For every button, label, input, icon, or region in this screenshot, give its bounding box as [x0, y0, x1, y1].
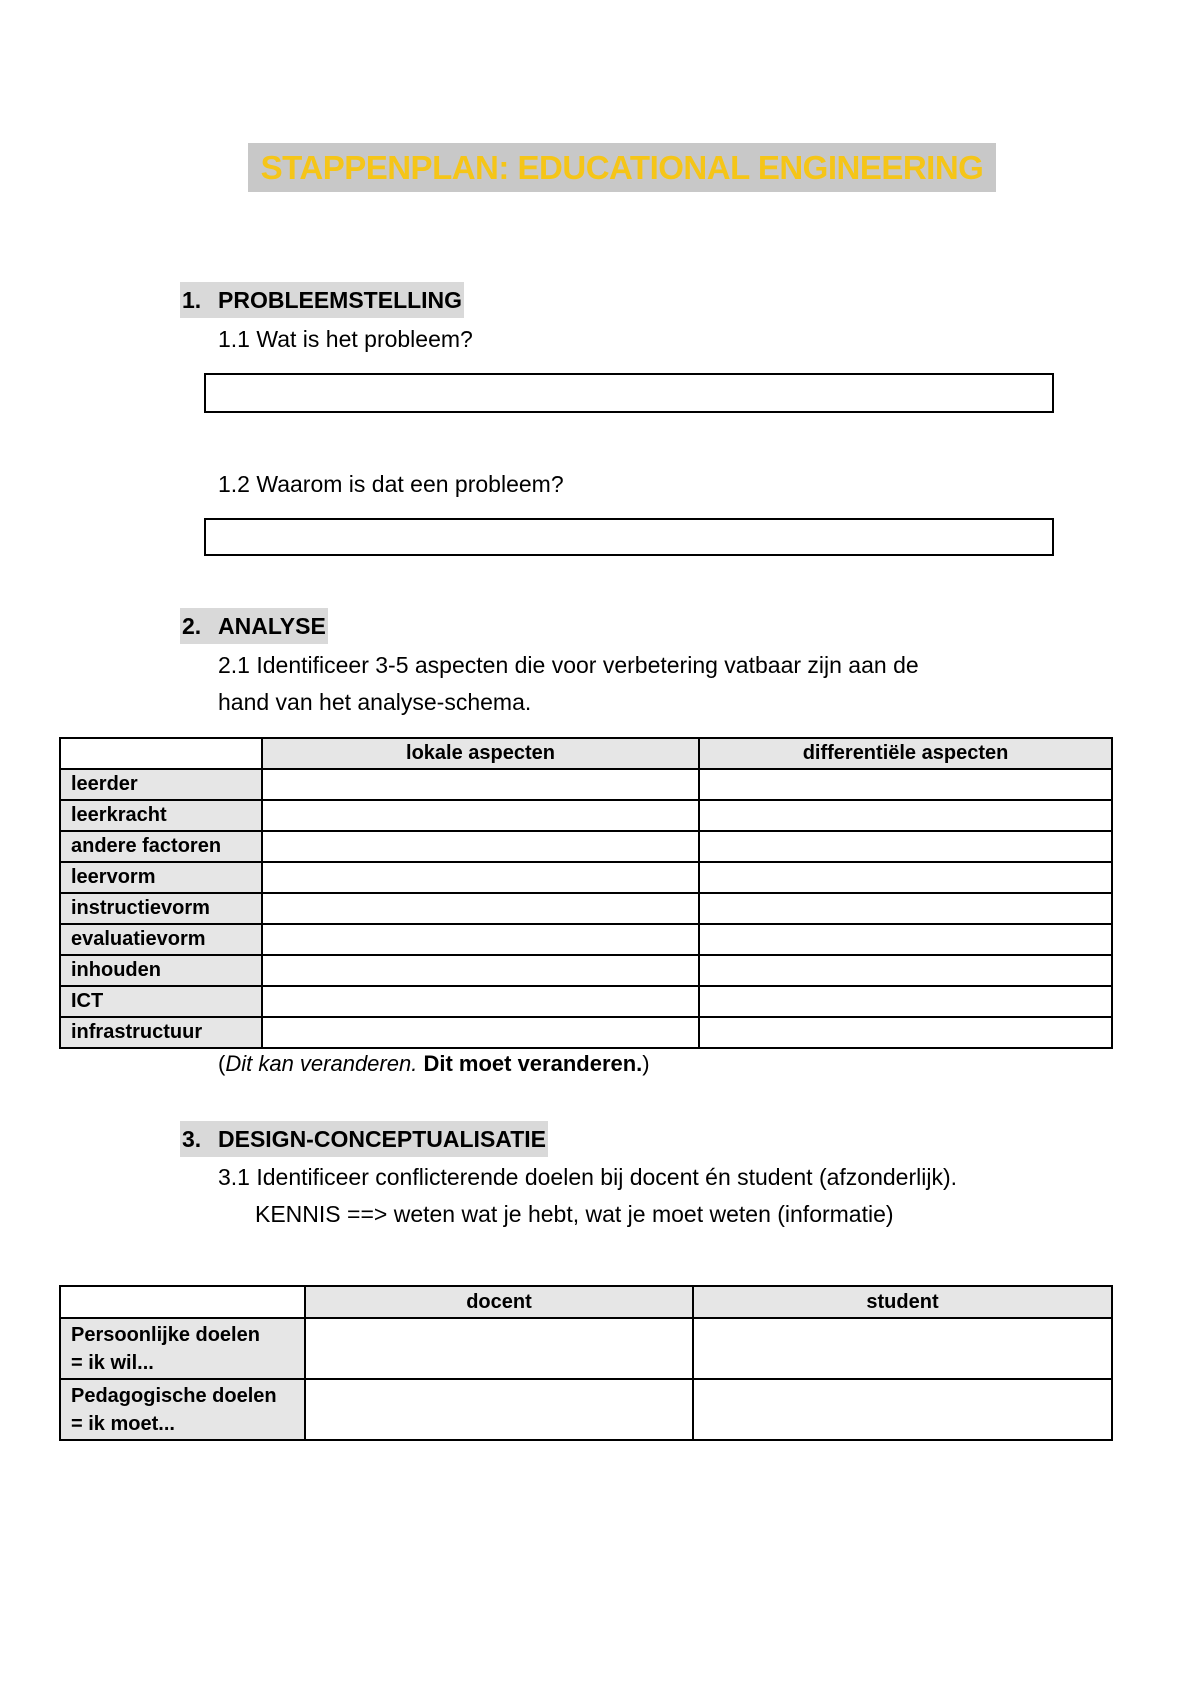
table-row	[60, 769, 1112, 800]
row-label: leerder	[60, 769, 262, 800]
analysis-header-blank	[60, 738, 262, 769]
section-2-number: 2.	[182, 613, 202, 639]
answer-field-1-1[interactable]	[204, 373, 1054, 413]
table-row	[60, 862, 1112, 893]
cell-student[interactable]	[693, 1318, 1112, 1379]
cell-local[interactable]	[262, 769, 699, 800]
goals-header-teacher: docent	[305, 1286, 693, 1318]
section-3-title: DESIGN-CONCEPTUALISATIE	[218, 1126, 546, 1152]
row-label: evaluatievorm	[60, 924, 262, 955]
cell-differential[interactable]	[699, 986, 1112, 1017]
row-label-line1: Pedagogische doelen	[71, 1385, 277, 1407]
goals-header-blank	[60, 1286, 305, 1318]
cell-student[interactable]	[693, 1379, 1112, 1440]
question-1-2: 1.2 Waarom is dat een probleem?	[218, 471, 564, 497]
goals-header-student: student	[693, 1286, 1112, 1318]
analysis-table	[59, 737, 1113, 1049]
cell-local[interactable]	[262, 924, 699, 955]
table-row	[60, 924, 1112, 955]
row-label: andere factoren	[60, 831, 262, 862]
row-label: ICT	[60, 986, 262, 1017]
cell-local[interactable]	[262, 862, 699, 893]
question-2-1-line1: 2.1 Identificeer 3-5 aspecten die voor verbetering vatbaar zijn aan de	[218, 652, 919, 678]
row-label: leervorm	[60, 862, 262, 893]
table-row	[60, 1017, 1112, 1048]
cell-local[interactable]	[262, 955, 699, 986]
row-label-line1: Persoonlijke doelen	[71, 1324, 260, 1346]
section-3-heading	[180, 1121, 548, 1157]
cell-differential[interactable]	[699, 955, 1112, 986]
row-label: instructievorm	[60, 893, 262, 924]
cell-local[interactable]	[262, 800, 699, 831]
row-label: leerkracht	[60, 800, 262, 831]
row-label	[60, 1379, 305, 1440]
question-1-1: 1.1 Wat is het probleem?	[218, 326, 473, 352]
question-2-1-line2: hand van het analyse-schema.	[218, 689, 532, 715]
note-can-change: Dit kan veranderen.	[225, 1051, 418, 1076]
section-3-number: 3.	[182, 1126, 202, 1152]
section-1-heading	[180, 282, 464, 318]
cell-teacher[interactable]	[305, 1379, 693, 1440]
cell-local[interactable]	[262, 986, 699, 1017]
goals-table	[59, 1285, 1113, 1441]
section-2-heading	[180, 608, 328, 644]
cell-differential[interactable]	[699, 800, 1112, 831]
row-label-line2: = ik wil...	[71, 1352, 154, 1374]
row-label	[60, 1318, 305, 1379]
document-title: STAPPENPLAN: EDUCATIONAL ENGINEERING	[248, 143, 996, 192]
question-3-1-knowledge: KENNIS ==> weten wat je hebt, wat je moet weten (informatie)	[255, 1201, 894, 1227]
table-row	[60, 831, 1112, 862]
analysis-header-differential: differentiële aspecten	[699, 738, 1112, 769]
cell-local[interactable]	[262, 831, 699, 862]
analysis-header-local: lokale aspecten	[262, 738, 699, 769]
note-close-paren: )	[642, 1051, 650, 1076]
question-3-1: 3.1 Identificeer conflicterende doelen bij docent én student (afzonderlijk).	[218, 1164, 958, 1190]
row-label-line2: = ik moet...	[71, 1413, 175, 1435]
analysis-note	[218, 1051, 650, 1077]
cell-differential[interactable]	[699, 893, 1112, 924]
table-row	[60, 955, 1112, 986]
note-open-paren: (	[218, 1051, 226, 1076]
table-row	[60, 800, 1112, 831]
table-row	[60, 986, 1112, 1017]
table-row	[60, 893, 1112, 924]
cell-differential[interactable]	[699, 831, 1112, 862]
section-1-number: 1.	[182, 287, 202, 313]
cell-differential[interactable]	[699, 862, 1112, 893]
section-1-title: PROBLEEMSTELLING	[218, 287, 463, 313]
row-label: infrastructuur	[60, 1017, 262, 1048]
row-label: inhouden	[60, 955, 262, 986]
answer-field-1-2[interactable]	[204, 518, 1054, 556]
table-row	[60, 1379, 1112, 1440]
cell-differential[interactable]	[699, 769, 1112, 800]
cell-differential[interactable]	[699, 1017, 1112, 1048]
cell-local[interactable]	[262, 893, 699, 924]
section-2-title: ANALYSE	[218, 613, 326, 639]
cell-local[interactable]	[262, 1017, 699, 1048]
table-row	[60, 1318, 1112, 1379]
note-must-change: Dit moet veranderen.	[423, 1051, 643, 1076]
cell-teacher[interactable]	[305, 1318, 693, 1379]
cell-differential[interactable]	[699, 924, 1112, 955]
